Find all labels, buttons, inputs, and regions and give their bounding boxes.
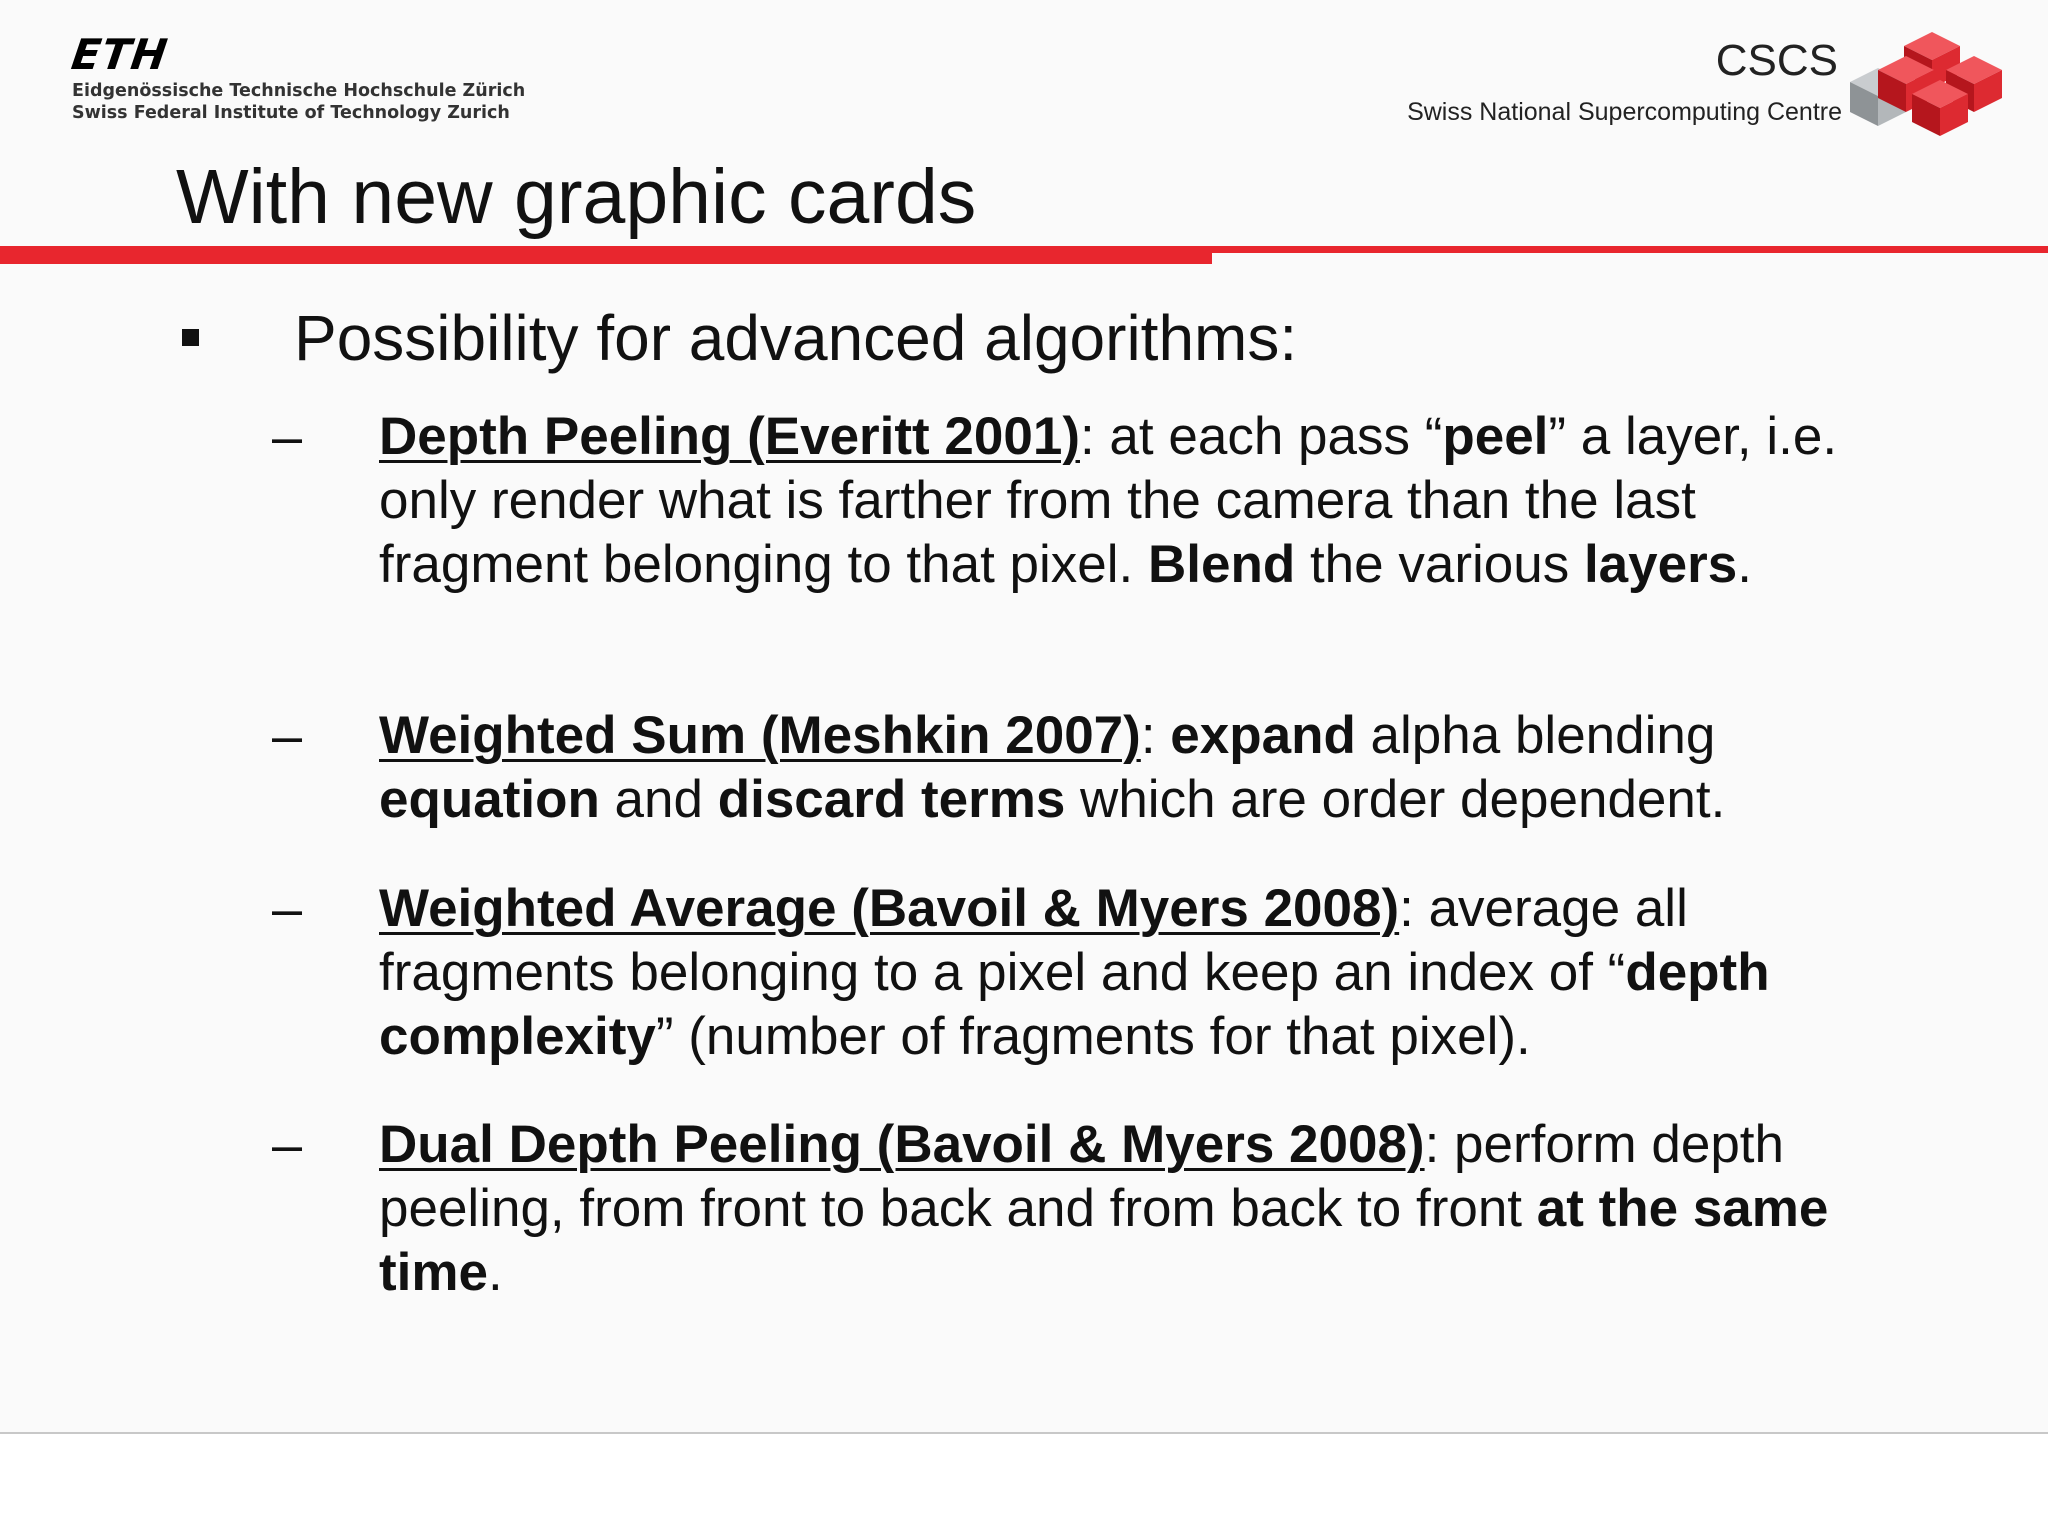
bullet-marker <box>182 329 199 346</box>
emphasis: at the same time <box>379 1179 1829 1302</box>
cscs-cubes-logo <box>1848 30 2008 142</box>
cscs-name: CSCS <box>1715 36 1838 85</box>
dash-marker: – <box>272 879 303 939</box>
dash-marker: – <box>272 706 303 766</box>
list-item-text: Weighted Average (Bavoil & Myers 2008): average all fragments belonging to a pixel and keep an index of “depth complexity” (number of fragments for that pixel). <box>379 879 1770 1066</box>
title-underline-thin <box>1212 246 2048 253</box>
reference-citation: Depth Peeling (Everitt 2001) <box>379 407 1080 466</box>
eth-logo-mark: ETH <box>68 30 172 79</box>
emphasis: peel <box>1442 407 1549 466</box>
eth-name-german: Eidgenössische Technische Hochschule Zürich <box>72 81 526 101</box>
list-item-text: Depth Peeling (Everitt 2001): at each pass “peel” a layer, i.e. only render what is farther from the camera than the last fragment belonging to that pixel. Blend the various layers. <box>379 407 1838 594</box>
eth-logo <box>68 30 526 124</box>
footer-divider <box>0 1432 2048 1434</box>
slide-title: With new graphic cards <box>176 154 977 240</box>
reference-citation: Weighted Sum (Meshkin 2007) <box>379 706 1141 765</box>
title-underline-bar <box>0 246 1212 264</box>
emphasis: expand <box>1170 706 1356 765</box>
reference-citation: Weighted Average (Bavoil & Myers 2008) <box>379 879 1400 938</box>
emphasis: discard terms <box>717 770 1066 829</box>
reference-citation: Dual Depth Peeling (Bavoil & Myers 2008) <box>379 1115 1425 1174</box>
dash-marker: – <box>272 407 303 467</box>
dash-marker: – <box>272 1115 303 1175</box>
list-item-text: Dual Depth Peeling (Bavoil & Myers 2008): perform depth peeling, from front to back and from back to front at the same time. <box>379 1115 1829 1302</box>
emphasis: equation <box>379 770 600 829</box>
emphasis: depth complexity <box>379 943 1770 1066</box>
eth-name-english: Swiss Federal Institute of Technology Zurich <box>72 103 510 123</box>
list-item-text: Weighted Sum (Meshkin 2007): expand alpha blending equation and discard terms which are order dependent. <box>379 706 1726 829</box>
emphasis: layers <box>1583 535 1738 594</box>
cscs-subtitle: Swiss National Supercomputing Centre <box>1407 98 1842 126</box>
emphasis: Blend <box>1148 535 1296 594</box>
main-bullet-text: Possibility for advanced algorithms: <box>294 302 1298 374</box>
